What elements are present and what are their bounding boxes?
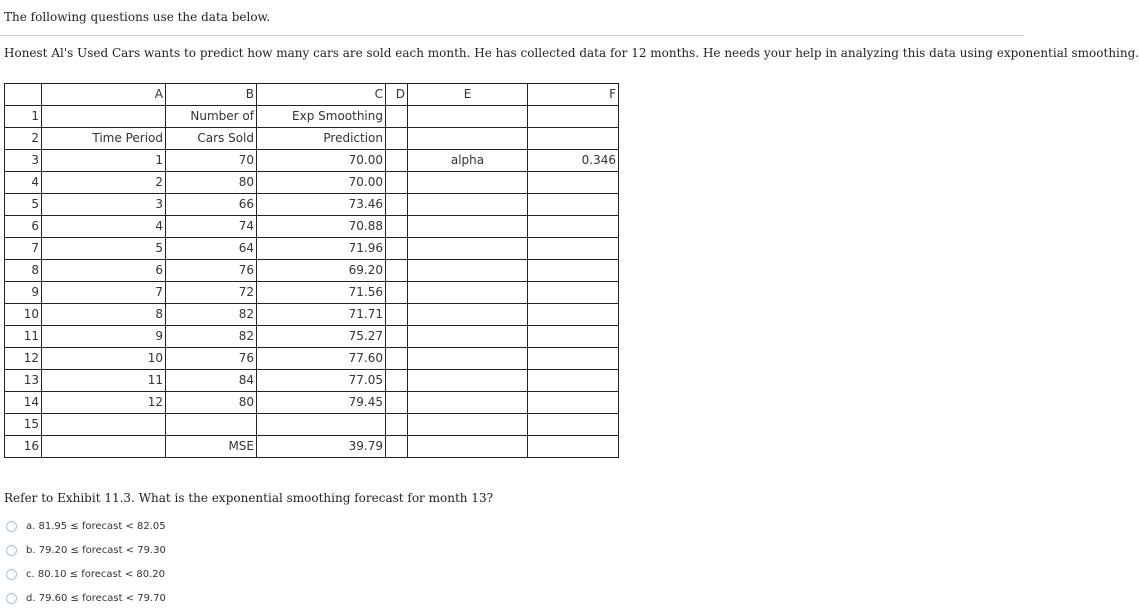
spreadsheet-row [5, 392, 619, 414]
spreadsheet-row [5, 216, 619, 238]
cell-f [528, 216, 619, 238]
cell-e [408, 326, 528, 348]
cell-b [166, 414, 257, 436]
row-number-cell: 2 [5, 128, 42, 150]
cell-d [386, 150, 408, 172]
cell-e [408, 370, 528, 392]
cell-f [528, 414, 619, 436]
cell-a: 7 [42, 282, 166, 304]
intro-text: The following questions use the data below. [4, 10, 271, 24]
cell-a [42, 106, 166, 128]
cell-f [528, 106, 619, 128]
cell-f [528, 348, 619, 370]
cell-d [386, 128, 408, 150]
cell-a: 5 [42, 238, 166, 260]
cell-e [408, 238, 528, 260]
cell-d [386, 326, 408, 348]
column-header: E [408, 84, 528, 106]
radio-button[interactable] [6, 569, 17, 580]
cell-a: 8 [42, 304, 166, 326]
cell-c: 71.96 [257, 238, 386, 260]
cell-d [386, 282, 408, 304]
cell-e [408, 260, 528, 282]
column-header: B [166, 84, 257, 106]
cell-c: 77.05 [257, 370, 386, 392]
answer-option-b[interactable] [6, 538, 166, 562]
cell-d [386, 304, 408, 326]
spreadsheet-row [5, 150, 619, 172]
spreadsheet-row [5, 194, 619, 216]
cell-d [386, 348, 408, 370]
corner-cell [5, 84, 42, 106]
cell-a [42, 414, 166, 436]
cell-e [408, 348, 528, 370]
answer-option-label: c. 80.10 ≤ forecast < 80.20 [26, 568, 166, 580]
cell-f [528, 392, 619, 414]
row-number-cell: 6 [5, 216, 42, 238]
spreadsheet-row [5, 282, 619, 304]
row-number-cell: 9 [5, 282, 42, 304]
answer-option-c[interactable] [6, 562, 166, 586]
cell-b: 74 [166, 216, 257, 238]
column-header: D [386, 84, 408, 106]
cell-c [257, 414, 386, 436]
column-header: C [257, 84, 386, 106]
cell-b: 80 [166, 172, 257, 194]
cell-e [408, 414, 528, 436]
row-number-cell: 16 [5, 436, 42, 458]
cell-a: 10 [42, 348, 166, 370]
cell-d [386, 216, 408, 238]
cell-c: 77.60 [257, 348, 386, 370]
cell-e [408, 392, 528, 414]
cell-a: 4 [42, 216, 166, 238]
answer-option-d[interactable] [6, 586, 166, 610]
cell-d [386, 194, 408, 216]
row-number-cell: 5 [5, 194, 42, 216]
divider [0, 35, 1024, 36]
cell-a: 9 [42, 326, 166, 348]
column-header: F [528, 84, 619, 106]
cell-e [408, 172, 528, 194]
cell-b: 76 [166, 348, 257, 370]
cell-e [408, 436, 528, 458]
cell-d [386, 172, 408, 194]
answer-options [6, 514, 166, 610]
cell-b: 82 [166, 304, 257, 326]
spreadsheet-row [5, 238, 619, 260]
spreadsheet-row [5, 260, 619, 282]
cell-d [386, 260, 408, 282]
cell-d [386, 436, 408, 458]
cell-c: 71.71 [257, 304, 386, 326]
cell-f [528, 128, 619, 150]
cell-a: 6 [42, 260, 166, 282]
row-number-cell: 3 [5, 150, 42, 172]
spreadsheet-row [5, 436, 619, 458]
cell-a: 3 [42, 194, 166, 216]
cell-c: 73.46 [257, 194, 386, 216]
cell-f [528, 370, 619, 392]
cell-d [386, 370, 408, 392]
answer-option-label: a. 81.95 ≤ forecast < 82.05 [26, 520, 166, 532]
cell-a: 11 [42, 370, 166, 392]
cell-f [528, 436, 619, 458]
cell-f [528, 304, 619, 326]
cell-c: 69.20 [257, 260, 386, 282]
cell-b: 70 [166, 150, 257, 172]
cell-b: Cars Sold [166, 128, 257, 150]
row-number-cell: 4 [5, 172, 42, 194]
row-number-cell: 8 [5, 260, 42, 282]
cell-e [408, 128, 528, 150]
cell-d [386, 238, 408, 260]
cell-f: 0.346 [528, 150, 619, 172]
cell-e [408, 106, 528, 128]
cell-c: Prediction [257, 128, 386, 150]
spreadsheet-row [5, 370, 619, 392]
cell-a: 12 [42, 392, 166, 414]
row-number-cell: 7 [5, 238, 42, 260]
cell-e [408, 304, 528, 326]
spreadsheet-row [5, 414, 619, 436]
spreadsheet-row [5, 128, 619, 150]
cell-c: 70.00 [257, 150, 386, 172]
cell-c: 39.79 [257, 436, 386, 458]
row-number-cell: 11 [5, 326, 42, 348]
cell-f [528, 260, 619, 282]
radio-button[interactable] [6, 545, 17, 556]
row-number-cell: 1 [5, 106, 42, 128]
cell-b: 82 [166, 326, 257, 348]
cell-b: Number of [166, 106, 257, 128]
cell-b: 66 [166, 194, 257, 216]
row-number-cell: 15 [5, 414, 42, 436]
cell-f [528, 326, 619, 348]
cell-a: 1 [42, 150, 166, 172]
cell-f [528, 194, 619, 216]
cell-c: 79.45 [257, 392, 386, 414]
spreadsheet-row [5, 172, 619, 194]
cell-b: 84 [166, 370, 257, 392]
cell-a: Time Period [42, 128, 166, 150]
radio-button[interactable] [6, 521, 17, 532]
cell-b: 76 [166, 260, 257, 282]
column-header-row [5, 84, 619, 106]
cell-d [386, 106, 408, 128]
cell-f [528, 282, 619, 304]
cell-c: 75.27 [257, 326, 386, 348]
cell-a: 2 [42, 172, 166, 194]
spreadsheet-body [5, 106, 619, 458]
cell-c: Exp Smoothing [257, 106, 386, 128]
cell-b: MSE [166, 436, 257, 458]
cell-b: 80 [166, 392, 257, 414]
cell-f [528, 238, 619, 260]
spreadsheet-row [5, 348, 619, 370]
cell-e: alpha [408, 150, 528, 172]
cell-f [528, 172, 619, 194]
cell-e [408, 216, 528, 238]
spreadsheet-exhibit [4, 83, 619, 458]
cell-d [386, 392, 408, 414]
answer-option-a[interactable] [6, 514, 166, 538]
cell-c: 71.56 [257, 282, 386, 304]
spreadsheet-row [5, 106, 619, 128]
radio-button[interactable] [6, 593, 17, 604]
spreadsheet-row [5, 304, 619, 326]
problem-description: Honest Al's Used Cars wants to predict how many cars are sold each month. He has collected data for 12 months. He needs your help in analyzing this data using exponential smoothing. [4, 46, 1139, 60]
cell-b: 72 [166, 282, 257, 304]
row-number-cell: 13 [5, 370, 42, 392]
row-number-cell: 14 [5, 392, 42, 414]
cell-a [42, 436, 166, 458]
cell-d [386, 414, 408, 436]
row-number-cell: 10 [5, 304, 42, 326]
cell-e [408, 282, 528, 304]
row-number-cell: 12 [5, 348, 42, 370]
column-header: A [42, 84, 166, 106]
answer-option-label: d. 79.60 ≤ forecast < 79.70 [26, 592, 166, 604]
cell-b: 64 [166, 238, 257, 260]
spreadsheet-row [5, 326, 619, 348]
question-text: Refer to Exhibit 11.3. What is the exponential smoothing forecast for month 13? [4, 491, 494, 505]
cell-c: 70.00 [257, 172, 386, 194]
cell-c: 70.88 [257, 216, 386, 238]
answer-option-label: b. 79.20 ≤ forecast < 79.30 [26, 544, 166, 556]
cell-e [408, 194, 528, 216]
